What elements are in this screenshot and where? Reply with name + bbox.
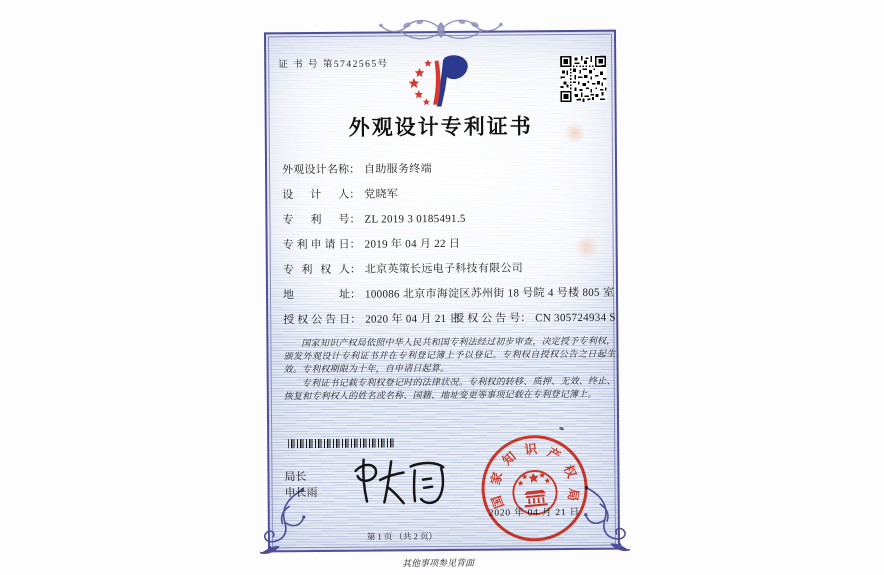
seal-text: 国 家 知 识 产 权 局 — [488, 441, 581, 511]
field-value: 党晓军 — [364, 188, 399, 201]
field-value: 2020 年 04 月 21 日 — [365, 312, 461, 326]
field-list — [282, 162, 616, 340]
field-label: 专利申请日 — [282, 238, 350, 252]
field-value: 2019 年 04 月 22 日 — [364, 237, 461, 251]
signer-name: 申长雨 — [284, 486, 318, 500]
field-label: 外观设计名称 — [282, 163, 350, 177]
field-value: 自助服务终端 — [364, 163, 432, 176]
page-number: 第 1 页 （共 2 页） — [366, 531, 438, 542]
field-value: CN 305724934 S — [535, 311, 616, 325]
field-label: 专 利 号 — [282, 213, 350, 227]
field-filing-date: 专利申请日： 2019 年 04 月 22 日 — [282, 237, 461, 252]
field-patent-number: 专 利 号： ZL 2019 3 0185491.5 — [282, 212, 466, 227]
signer-title: 局长 — [284, 471, 307, 484]
certificate-title: 外观设计专利证书 — [348, 114, 533, 140]
barcode-icon — [288, 438, 394, 448]
top-garland-ornament — [375, 14, 507, 47]
legal-paragraph-1: 国家知识产权局依照中华人民共和国专利法经过初步审查，决定授予专利权，颁发外观设计专利证书并在专利登记簿上予以登记。专利权自授权公告之日起生效。专利权期限为十年，自申请日起算。 — [283, 335, 616, 375]
seal-date: 2020 年 04 月 21 日 — [488, 507, 580, 519]
field-grant-date-and-number: 授权公告日： 2020 年 04 月 21 日 授权公告号： CN 305724934 S — [283, 311, 616, 327]
qr-code-icon — [560, 56, 606, 102]
field-label: 地 址 — [282, 288, 351, 302]
field-patentee: 专 利 权 人： 北京英策长远电子科技有限公司 — [282, 262, 524, 277]
field-label: 专 利 权 人 — [282, 263, 350, 277]
field-label: 授权公告号 — [453, 312, 521, 325]
footer-note: 其他事项参见背面 — [402, 557, 475, 569]
field-value: 100086 北京市海淀区苏州街 18 号院 4 号楼 805 室 — [364, 286, 615, 301]
director-signature — [349, 452, 451, 511]
certificate-number: 证 书 号 第5742565号 — [278, 59, 389, 71]
field-label: 授权公告日 — [283, 313, 351, 327]
cnipa-patent-logo-icon — [407, 53, 473, 110]
legal-paragraph-2: 专利证书记载专利权登记时的法律状况。专利权的转移、质押、无效、终止、恢复和专利权人的姓名或名称、国籍、地址变更等事项记载在专利登记簿上。 — [283, 375, 616, 402]
field-grant-number: 授权公告号： CN 305724934 S — [453, 311, 616, 325]
field-value: ZL 2019 3 0185491.5 — [364, 212, 466, 226]
field-address: 地 址： 100086 北京市海淀区苏州街 18 号院 4 号楼 805 室 — [282, 286, 615, 302]
field-design-name: 外观设计名称： 自助服务终端 — [282, 163, 432, 177]
field-designer: 设 计 人： 党晓军 — [282, 188, 399, 202]
signer-block — [284, 469, 317, 501]
field-label: 设 计 人 — [282, 188, 350, 202]
legal-text — [283, 335, 616, 404]
field-value: 北京英策长远电子科技有限公司 — [364, 262, 524, 276]
